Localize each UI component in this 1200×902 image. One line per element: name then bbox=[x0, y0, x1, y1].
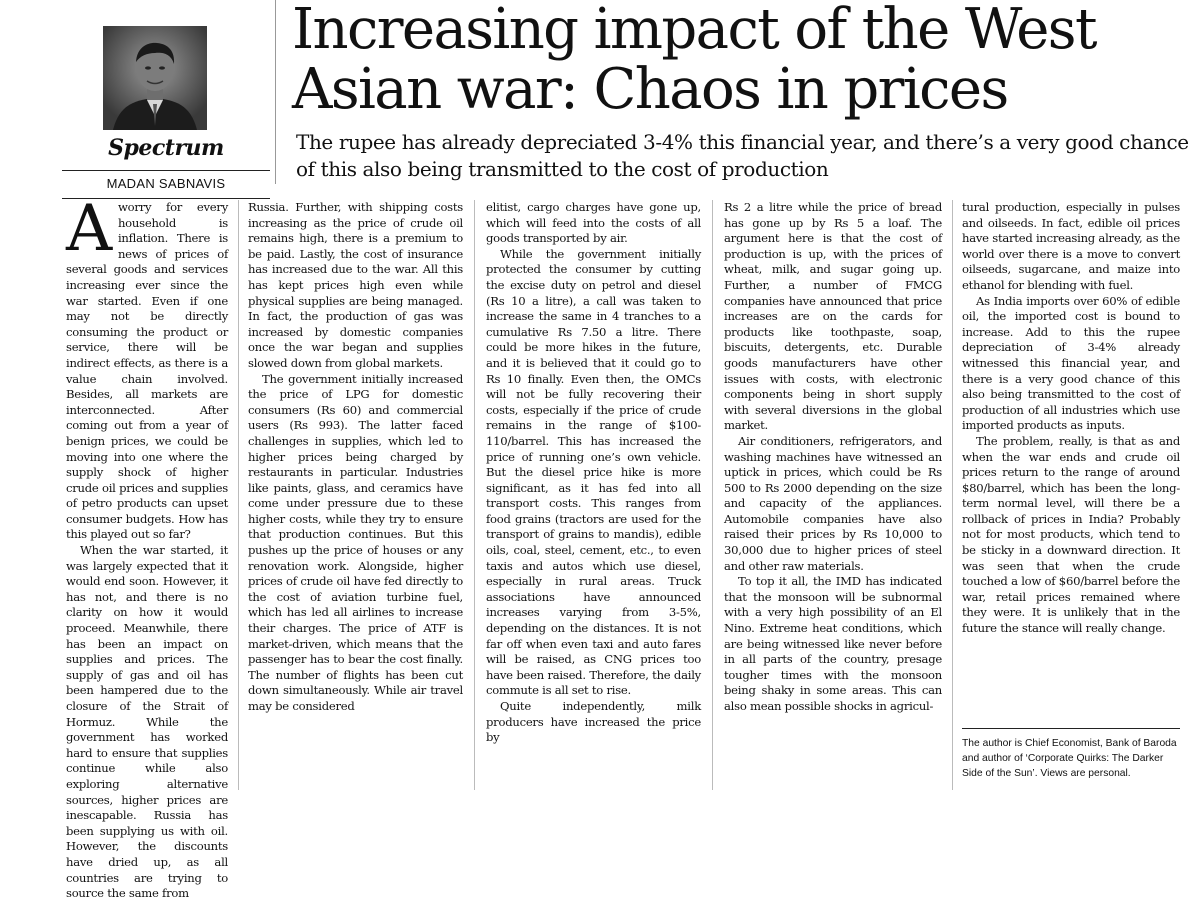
headline bbox=[292, 0, 1192, 120]
article-paragraph: When the war started, it was largely expected that it would end soon. However, it has not, and there is no clarity on how it would proceed. Meanwhile, there has been an impact on supplies and prices. The supply of gas and oil has been hampered due to the closure of the Strait of Hormuz. While the government has worked hard to ensure that supplies continue while also exploring alternative sources, higher prices are inescapable. Russia has been supplying us with oil. However, the discounts have dried up, as all countries are trying to source the same from bbox=[66, 543, 228, 901]
author-photo bbox=[103, 26, 207, 130]
article-paragraph: Quite independently, milk producers have increased the price by bbox=[486, 699, 701, 745]
article-paragraph: The government initially increased the price of LPG for domestic consumers (Rs 60) and commercial users (Rs 993). The latter faced challenges in supplies, which led to higher prices being charged by restaurants in particular. Industries like paints, glass, and ceramics have come under pressure due to these higher costs, while they try to ensure that production continues. But this pushes up the price of houses or any renovation work. Alongside, higher prices of crude oil have fed directly to the cost of aviation turbine fuel, which has led all airlines to increase their charges. The price of ATF is market-driven, which means that the passenger has to bear the cost finally. The number of flights has been cut down simultaneously. While air travel may be considered bbox=[248, 371, 463, 713]
standfirst: The rupee has already depreciated 3-4% this financial year, and there’s a very good chance of this also being transmitted to the cost of production bbox=[296, 130, 1189, 181]
author-bio: The author is Chief Economist, Bank of Baroda and author of ‘Corporate Quirks: The Darker Side of the Sun’. Views are personal. bbox=[962, 738, 1177, 779]
article-paragraph: Russia. Further, with shipping costs increasing as the price of crude oil remains high, there is a premium to be paid. Lastly, the cost of insurance has increased due to the war. All this has kept prices high even while physical supplies are being managed. In fact, the production of gas was increased by domestic companies once the war began and supplies slowed down from global markets. bbox=[248, 200, 463, 370]
bio-rule bbox=[962, 728, 1180, 729]
article-column-2 bbox=[248, 200, 463, 790]
article-paragraph: tural production, especially in pulses and oilseeds. In fact, edible oil prices have started increasing already, as the world over there is a move to convert oilseeds, sugarcane, and maize into ethanol for blending with fuel. bbox=[962, 200, 1180, 292]
author-portrait-image bbox=[103, 26, 207, 130]
header-divider bbox=[275, 0, 276, 184]
article-column-1 bbox=[66, 192, 228, 901]
column-sidebar bbox=[62, 14, 270, 191]
headline-line-2: Asian war: Chaos in prices bbox=[292, 57, 1008, 122]
article-paragraph: Rs 2 a litre while the price of bread has gone up by Rs 5 a loaf. The argument here is that the cost of production is up, with the prices of wheat, milk, and sugar going up. Further, a number of FMCG companies have announced that price increases are on the cards for products like toothpaste, soap, biscuits, detergents, etc. Durable goods manufacturers have other issues with costs, with electronic components being in short supply with several diversions in the global market. bbox=[724, 200, 942, 433]
drop-cap: A bbox=[66, 192, 112, 266]
column-divider bbox=[952, 200, 953, 790]
article-paragraph: While the government initially protected the consumer by cutting the excise duty on petrol and diesel (Rs 10 a litre), a call was taken to increase the same in 4 tranches to a cumulative Rs 7.50 a litre. There could be more hikes in the future, and it is believed that it could go to Rs 10 finally. Even then, the OMCs will not be fully recovering their costs, especially if the price of crude remains in the range of $100-110/barrel. This has increased the price of running one’s own vehicle. But the diesel price hike is more significant, as it has fed into all transport costs. This ranges from food grains (tractors are used for the transport of grains to mandis), edible oils, coal, steel, cement, etc., to even taxis and autos which use diesel, especially in rural areas. Truck associations have announced increases varying from 3-5%, depending on the distances. It is not far off when even taxi and auto fares will be raised, as CNG prices too have been raised. Therefore, the daily commute is all set to rise. bbox=[486, 246, 701, 698]
author-byline: MADAN SABNAVIS bbox=[106, 176, 226, 191]
article-column-3 bbox=[486, 200, 701, 790]
article-paragraph: The problem, really, is that as and when the war ends and crude oil prices return to the range of around $80/barrel, which has been the long-term normal level, will there be a rollback of prices in India? Probably not for most products, which tend to be sticky in a downward direction. It was seen that when the crude touched a low of $60/barrel before the war, retail prices remained where they were. It is unlikely that in the future the stance will really change. bbox=[962, 433, 1180, 636]
article-column-4 bbox=[724, 200, 942, 790]
column-divider bbox=[474, 200, 475, 790]
headline-line-1: Increasing impact of the West bbox=[292, 0, 1096, 62]
article-column-5 bbox=[962, 200, 1180, 722]
article-paragraph: To top it all, the IMD has indicated that the monsoon will be subnormal with a very high possibility of an El Nino. Extreme heat conditions, which are being witnessed like never before in all parts of the country, presage tougher times with the monsoon being shaky in some areas. This can also mean possible shocks in agricul- bbox=[724, 574, 942, 713]
sidebar-rule-top bbox=[62, 170, 270, 171]
column-name: Spectrum bbox=[108, 135, 224, 161]
article-paragraph: Aworry for every household is inflation. There is news of prices of several goods and services increasing ever since the war started. Even if one may not be directly consuming the product or service, there will be indirect effects, as there is a value chain involved. Besides, all markets are interconnected. After coming out from a year of benign prices, we could be moving into one where the supply shock of higher crude oil prices and supplies of petro products can upset consumer budgets. How has this played out so far? bbox=[66, 192, 228, 542]
article-paragraph: Air conditioners, refrigerators, and washing machines have witnessed an uptick in prices, which could be Rs 500 to Rs 2000 depending on the size and capacity of the appliances. Automobile companies have also raised their prices by Rs 10,000 to 30,000 due to higher prices of steel and other raw materials. bbox=[724, 433, 942, 573]
article-paragraph: elitist, cargo charges have gone up, which will feed into the costs of all goods transported by air. bbox=[486, 200, 701, 246]
column-divider bbox=[712, 200, 713, 790]
column-divider bbox=[238, 200, 239, 790]
article-paragraph: As India imports over 60% of edible oil, the imported cost is bound to increase. Add to this the rupee depreciation of 3-4% already witnessed this financial year, and there is a very good chance of this also being transmitted to the cost of production of all industries which use imported products as inputs. bbox=[962, 293, 1180, 433]
